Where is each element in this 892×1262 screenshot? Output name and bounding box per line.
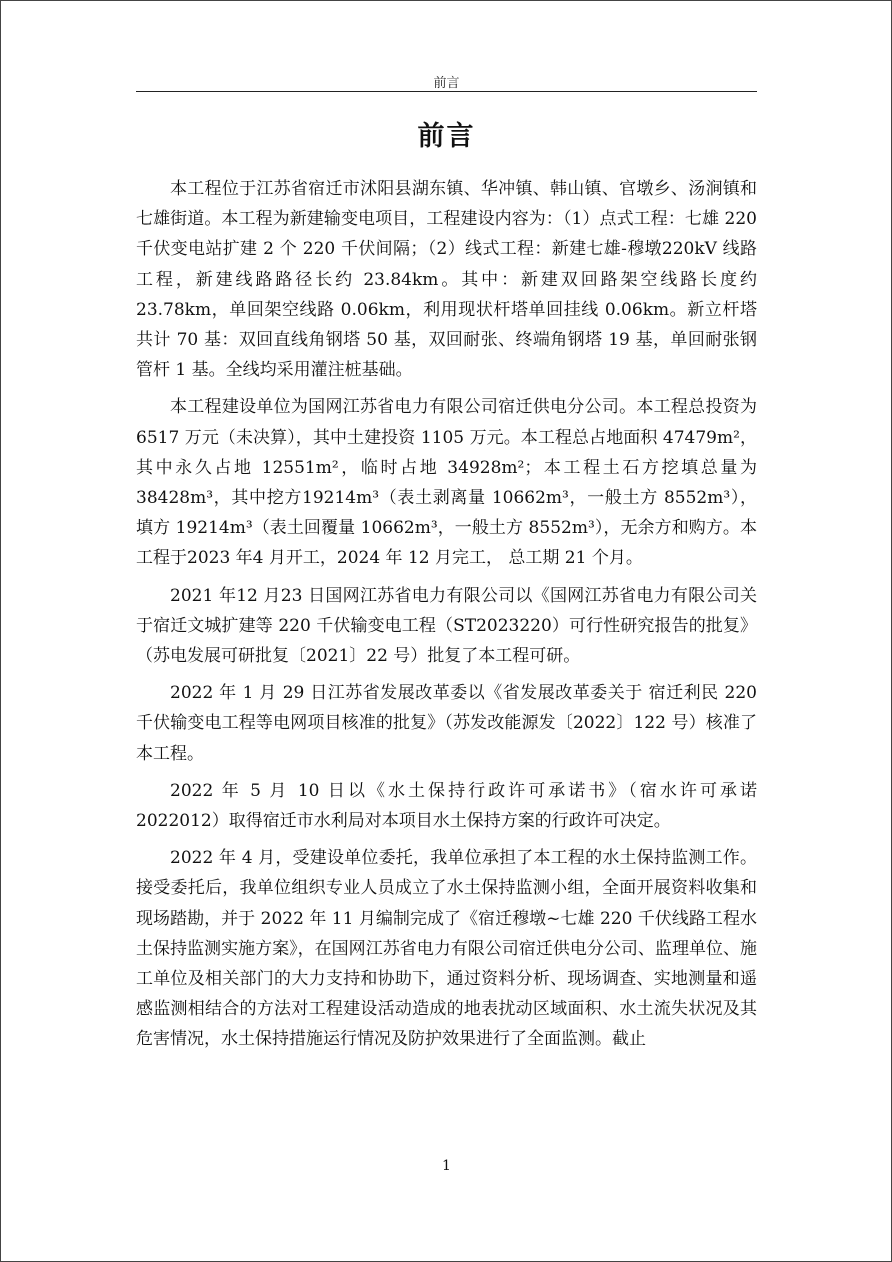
paragraph-project-location: 本工程位于江苏省宿迁市沭阳县湖东镇、华冲镇、韩山镇、官墩乡、汤涧镇和七雄街道。本工程为新建输变电项目，工程建设内容为：（1）点式工程：七雄 220 千伏变电站扩建 2 个 220 千伏间隔；（2）线式工程：新建七雄-穆墩220kV 线路工程，新建线路路径长约 23.84km。其中：新建双回路架空线路长度约 23.78km，单回架空线路 0.06km，利用现状杆塔单回挂线 0.06km。新立杆塔共计 70 基：双回直线角钢塔 50 基，双回耐张、终端角钢塔 19 基，单回耐张钢管杆 1 基。全线均采用灌注桩基础。 <box>136 179 757 381</box>
paragraph-permit: 2022 年 5 月 10 日以《水土保持行政许可承诺书》（宿水许可承诺 2022012）取得宿迁市水利局对本项目水土保持方案的行政许可决定。 <box>136 780 757 832</box>
header-rule <box>136 91 757 92</box>
page-number: 1 <box>442 1158 451 1174</box>
paragraph-investment: 本工程建设单位为国网江苏省电力有限公司宿迁供电分公司。本工程总投资为 6517 万元（未决算），其中土建投资 1105 万元。本工程总占地面积 47479m²，其中永久占地 12551m²，临时占地 34928m²；本工程土石方挖填总量为 38428m³，其中挖方19214m³（表土剥离量 10662m³，一般土方 8552m³），填方 19214m³（表土回覆量 10662m³，一般土方 8552m³），无余方和购方。本工程于2023 年4 月开工，2024 年 12 月完工， 总工期 21 个月。 <box>136 397 757 569</box>
body-text <box>136 174 757 1062</box>
page-title: 前言 <box>417 121 476 152</box>
paragraph-feasibility-approval: 2021 年12 月23 日国网江苏省电力有限公司以《国网江苏省电力有限公司关于宿迁文城扩建等 220 千伏输变电工程（ST2023220）可行性研究报告的批复》（苏电发展可研批复〔2021〕22 号）批复了本工程可研。 <box>136 585 757 667</box>
running-header: 前言 <box>433 76 460 91</box>
paragraph-monitoring: 2022 年 4 月，受建设单位委托，我单位承担了本工程的水土保持监测工作。接受委托后，我单位组织专业人员成立了水土保持监测小组，全面开展资料收集和现场踏勘，并于 2022 年 11 月编制完成了《宿迁穆墩~七雄 220 千伏线路工程水土保持监测实施方案》，在国网江苏省电力有限公司宿迁供电分公司、监理单位、施工单位及相关部门的大力支持和协助下，通过资料分析、现场调查、实地测量和遥感监测相结合的方法对工程建设活动造成的地表扰动区域面积、水土流失状况及其危害情况，水土保持措施运行情况及防护效果进行了全面监测。截止 <box>136 848 757 1050</box>
paragraph-project-approval: 2022 年 1 月 29 日江苏省发展改革委以《省发展改革委关于 宿迁利民 220 千伏输变电工程等电网项目核准的批复》（苏发改能源发〔2022〕122 号）核准了本工程。 <box>136 683 757 764</box>
